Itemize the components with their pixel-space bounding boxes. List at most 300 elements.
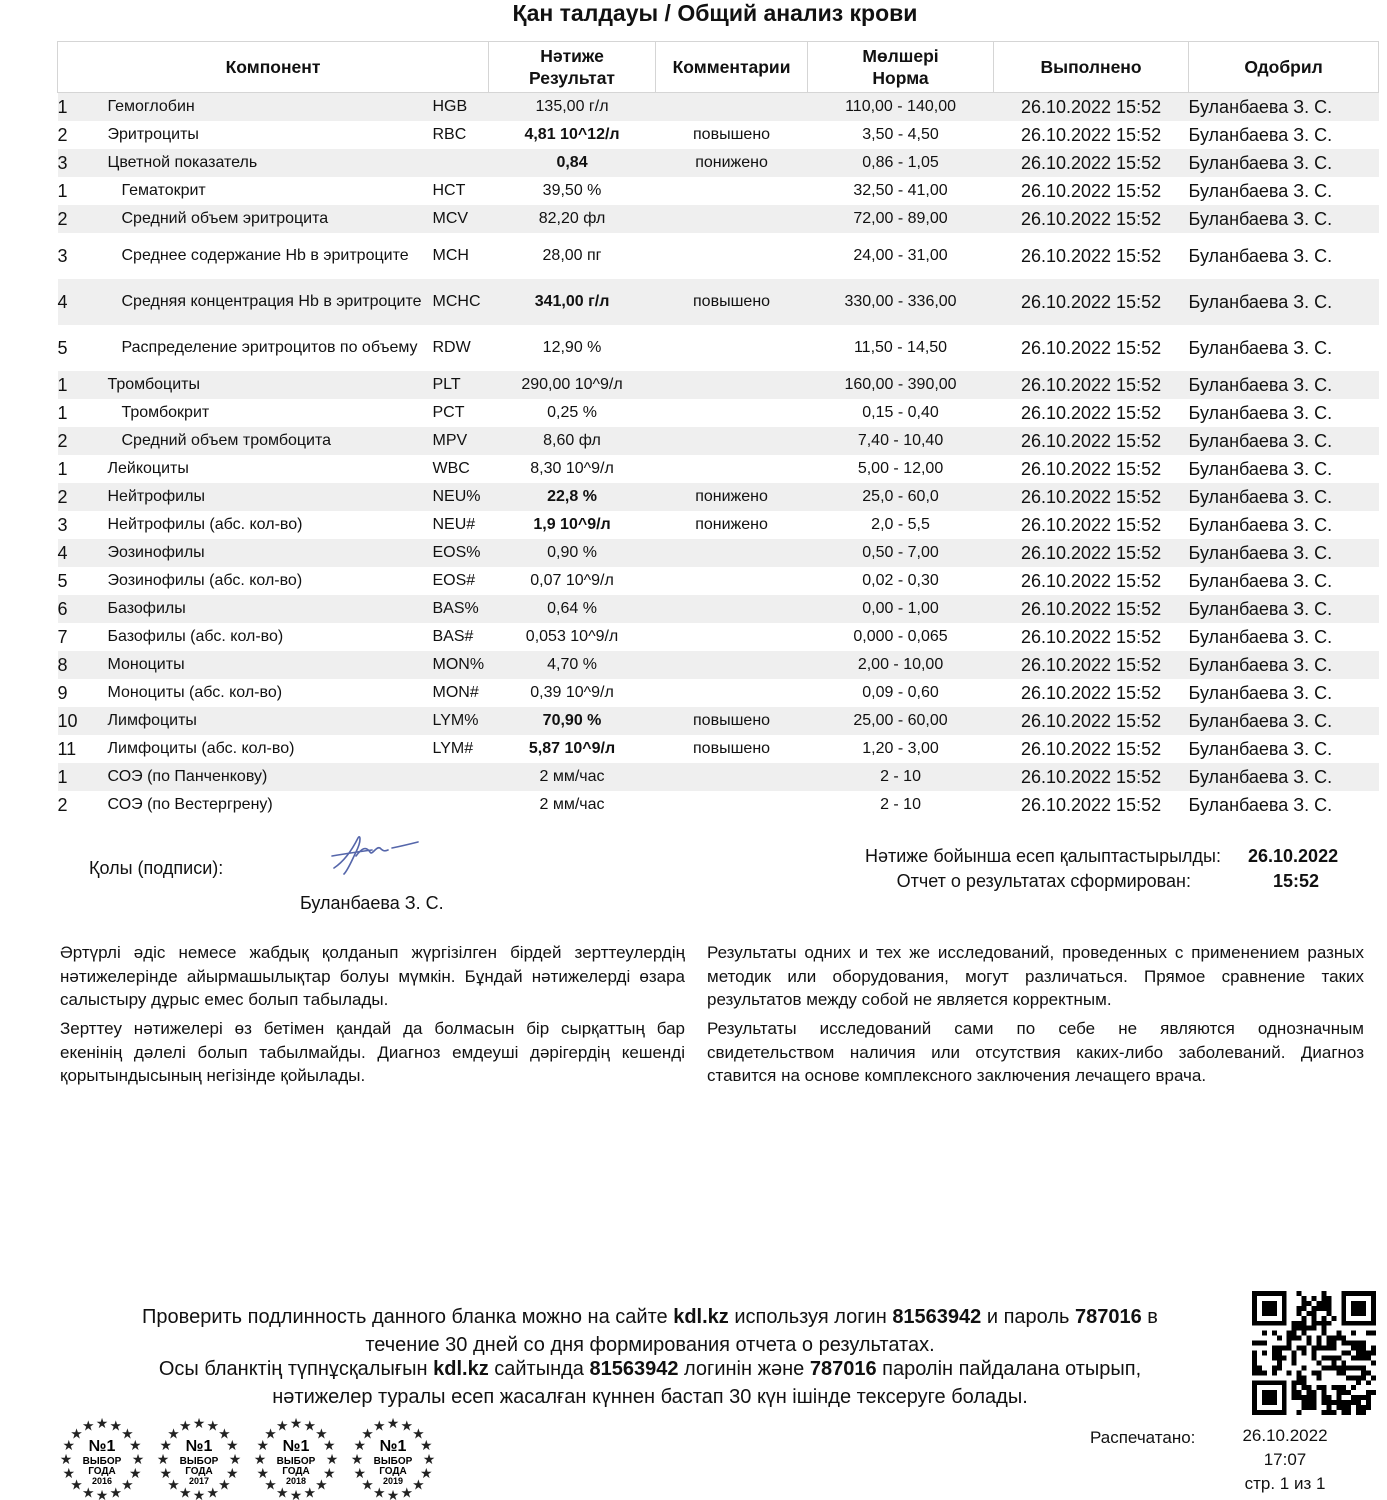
svg-text:★: ★ [70, 1476, 83, 1493]
badge-year: 2018 [285, 1476, 307, 1486]
svg-text:★: ★ [95, 1487, 109, 1500]
row-result [489, 483, 656, 511]
row-number-text: 11 [57, 738, 77, 759]
row-done [994, 567, 1189, 595]
row-result [489, 233, 656, 279]
svg-text:★: ★ [322, 1437, 336, 1454]
svg-text:★: ★ [128, 1437, 142, 1454]
award-badge-icon [60, 1415, 144, 1500]
row-result [489, 121, 656, 149]
row-norm-text: 24,00 - 31,00 [853, 246, 948, 264]
row-code [433, 121, 489, 149]
printed-date: 26.10.2022 [1242, 1426, 1328, 1445]
row-norm-text: 2 - 10 [880, 767, 921, 785]
row-norm-text: 110,00 - 140,00 [845, 97, 956, 115]
row-norm-text: 25,00 - 60,00 [853, 711, 948, 729]
row-norm [808, 325, 994, 371]
row-component-text: Базофилы (абс. кол-во) [107, 627, 284, 645]
row-approved [1189, 707, 1379, 735]
row-norm [808, 539, 994, 567]
svg-text:★: ★ [218, 1476, 231, 1493]
row-comment [656, 651, 808, 679]
table-row [58, 539, 1379, 567]
row-done-text: 26.10.2022 15:52 [1020, 374, 1162, 395]
row-comment [656, 177, 808, 205]
row-number [58, 735, 108, 763]
row-code [433, 177, 489, 205]
svg-text:★: ★ [353, 1437, 367, 1454]
award-badge-icon [254, 1415, 339, 1500]
row-norm [808, 511, 994, 539]
row-result [489, 177, 656, 205]
row-number [58, 325, 108, 371]
qr-code-icon[interactable] [1252, 1291, 1376, 1415]
row-result [489, 651, 656, 679]
row-number [58, 483, 108, 511]
badge-number: №1 [185, 1438, 213, 1455]
row-approved-text: Буланбаева З. С. [1188, 458, 1333, 479]
row-result [489, 427, 656, 455]
row-done-text: 26.10.2022 15:52 [1020, 180, 1162, 201]
table-row [58, 399, 1379, 427]
footer-kz-line1 [60, 1355, 1240, 1383]
row-code [433, 707, 489, 735]
row-done-text: 26.10.2022 15:52 [1020, 598, 1162, 619]
disclaimer-ru-2: Результаты исследований сами по себе не являются однозначным свидетельством наличия или отсутствия каких-либо заболеваний. Диагноз ставится на основе комплексного заключения лечащего врача. [707, 1019, 1364, 1085]
row-result-text: 2 мм/час [539, 767, 605, 785]
footer-kz-login: 81563942 [589, 1358, 679, 1380]
printed-values [1215, 1424, 1355, 1496]
row-approved-text: Буланбаева З. С. [1188, 794, 1333, 815]
row-component [108, 567, 433, 595]
table-row [58, 233, 1379, 279]
row-result [489, 205, 656, 233]
svg-text:★: ★ [419, 1437, 433, 1454]
row-approved [1189, 177, 1379, 205]
row-number [58, 149, 108, 177]
row-done-text: 26.10.2022 15:52 [1020, 430, 1162, 451]
row-component-text: Средняя концентрация Hb в эритроците [121, 292, 422, 310]
svg-text:★: ★ [256, 1437, 270, 1454]
row-comment [656, 511, 808, 539]
row-result [489, 279, 656, 325]
row-code [433, 455, 489, 483]
row-result-text: 22,8 % [547, 487, 597, 505]
footer-kz-b: сайтында [488, 1358, 590, 1380]
svg-text:★: ★ [400, 1484, 414, 1500]
row-done-text: 26.10.2022 15:52 [1020, 766, 1162, 787]
row-approved [1189, 399, 1379, 427]
row-component-text: СОЭ (по Панченкову) [107, 767, 268, 785]
row-comment-text: понижено [695, 487, 768, 505]
row-number-text: 3 [57, 245, 68, 266]
printed-time: 17:07 [1263, 1450, 1307, 1469]
row-code-text: HGB [432, 97, 468, 115]
row-code-text: NEU# [432, 515, 476, 533]
row-number-text: 1 [57, 180, 68, 201]
svg-text:★: ★ [412, 1476, 425, 1493]
row-number-text: 3 [57, 152, 68, 173]
row-code-text: MON% [432, 655, 485, 673]
row-result [489, 325, 656, 371]
row-done [994, 93, 1189, 121]
svg-text:★: ★ [264, 1425, 277, 1442]
row-code-text: RDW [432, 338, 471, 356]
svg-text:★: ★ [372, 1484, 386, 1500]
row-result [489, 595, 656, 623]
row-component-text: Базофилы [107, 599, 186, 617]
row-code [433, 539, 489, 567]
svg-text:★: ★ [121, 1476, 134, 1493]
row-norm [808, 427, 994, 455]
header-norm [808, 42, 994, 93]
header-result-ru: Результат [529, 68, 615, 88]
svg-text:★: ★ [225, 1437, 239, 1454]
row-result [489, 371, 656, 399]
row-component [108, 791, 433, 819]
row-component [108, 177, 433, 205]
footer-password: 787016 [1075, 1306, 1142, 1328]
disclaimer-kz-1: Әртүрлі әдіс немесе жабдық қолданып жүргізілген бірдей зерттеулердің нәтижелерінде айырмашылықтар болуы мүмкін. Бұндай нәтижелерді өзара салыстыру дұрыс емес болып табылады. [60, 943, 685, 1009]
row-approved [1189, 567, 1379, 595]
row-code [433, 93, 489, 121]
row-result-text: 0,07 10^9/л [530, 571, 614, 589]
table-row [58, 707, 1379, 735]
table-row [58, 651, 1379, 679]
row-code-text: RBC [432, 125, 467, 143]
row-approved [1189, 149, 1379, 177]
row-number-text: 2 [57, 208, 68, 229]
row-number-text: 2 [57, 124, 68, 145]
row-number-text: 2 [57, 430, 68, 451]
row-code-text: EOS% [432, 543, 481, 561]
row-comment-text: повышено [693, 711, 771, 729]
row-result-text: 1,9 10^9/л [533, 515, 611, 533]
row-code-text: MON# [432, 683, 479, 701]
badge-text-1: ВЫБОР [179, 1456, 219, 1467]
row-approved [1189, 791, 1379, 819]
row-approved-text: Буланбаева З. С. [1188, 208, 1333, 229]
row-result-text: 4,70 % [547, 655, 597, 673]
table-header-row [58, 42, 1379, 93]
svg-text:★: ★ [325, 1451, 339, 1467]
signature-label: Қолы (подписи): [89, 858, 224, 878]
row-approved [1189, 651, 1379, 679]
row-code [433, 233, 489, 279]
row-result-text: 0,64 % [547, 599, 597, 617]
row-done-text: 26.10.2022 15:52 [1020, 337, 1162, 358]
row-norm-text: 0,09 - 0,60 [862, 683, 939, 701]
row-approved-text: Буланбаева З. С. [1188, 654, 1333, 675]
row-result [489, 735, 656, 763]
row-component [108, 707, 433, 735]
row-approved-text: Буланбаева З. С. [1188, 542, 1333, 563]
badge-text-1: ВЫБОР [373, 1456, 413, 1467]
row-done-text: 26.10.2022 15:52 [1020, 542, 1162, 563]
footer-kz-password: 787016 [809, 1358, 877, 1380]
row-result [489, 149, 656, 177]
row-result-text: 0,39 10^9/л [530, 683, 614, 701]
badge-year: 2016 [91, 1476, 113, 1486]
row-norm [808, 595, 994, 623]
table-row [58, 205, 1379, 233]
svg-text:★: ★ [386, 1415, 400, 1431]
row-done [994, 651, 1189, 679]
row-number-text: 8 [57, 654, 68, 675]
row-approved [1189, 483, 1379, 511]
footer-ru [60, 1303, 1240, 1359]
svg-text:★: ★ [95, 1415, 109, 1431]
row-result [489, 539, 656, 567]
row-done-text: 26.10.2022 15:52 [1020, 626, 1162, 647]
row-comment [656, 121, 808, 149]
row-result-text: 0,25 % [547, 403, 597, 421]
row-number [58, 539, 108, 567]
row-norm-text: 0,02 - 0,30 [862, 571, 939, 589]
row-number [58, 427, 108, 455]
footer-kz-site-link[interactable]: kdl.kz [433, 1358, 489, 1380]
footer-ru-a: Проверить подлинность данного бланка можно на сайте [142, 1306, 674, 1328]
row-component [108, 233, 433, 279]
svg-text:★: ★ [322, 1464, 336, 1481]
row-number-text: 5 [57, 570, 68, 591]
footer-ru-d: в [1141, 1306, 1158, 1328]
row-component [108, 651, 433, 679]
svg-text:★: ★ [350, 1451, 364, 1467]
row-component [108, 205, 433, 233]
table-row [58, 735, 1379, 763]
row-component [108, 399, 433, 427]
row-done [994, 679, 1189, 707]
row-number [58, 791, 108, 819]
row-component-text: Моноциты (абс. кол-во) [107, 683, 283, 701]
row-component-text: Эозинофилы [107, 543, 205, 561]
row-component [108, 483, 433, 511]
svg-text:★: ★ [81, 1417, 95, 1434]
row-norm-text: 11,50 - 14,50 [853, 338, 948, 356]
row-component [108, 595, 433, 623]
row-number [58, 371, 108, 399]
svg-text:★: ★ [419, 1464, 433, 1481]
svg-text:★: ★ [167, 1476, 180, 1493]
row-comment-text: повышено [693, 292, 771, 310]
row-code [433, 595, 489, 623]
row-number [58, 707, 108, 735]
footer-ru-c: и пароль [981, 1306, 1075, 1328]
row-approved-text: Буланбаева З. С. [1188, 710, 1333, 731]
row-norm [808, 651, 994, 679]
badge-text-2: ГОДА [379, 1466, 407, 1477]
row-code-text: MCV [432, 209, 469, 227]
row-done-text: 26.10.2022 15:52 [1020, 152, 1162, 173]
row-approved-text: Буланбаева З. С. [1188, 245, 1333, 266]
row-comment-text: понижено [695, 515, 768, 533]
footer-ru-line1 [60, 1303, 1240, 1331]
header-result-kz: Нәтиже [540, 46, 604, 66]
row-comment [656, 539, 808, 567]
row-number-text: 1 [57, 458, 68, 479]
row-number [58, 763, 108, 791]
row-approved-text: Буланбаева З. С. [1188, 124, 1333, 145]
row-component-text: Средний объем тромбоцита [121, 431, 332, 449]
row-done-text: 26.10.2022 15:52 [1020, 245, 1162, 266]
row-done [994, 511, 1189, 539]
row-code [433, 279, 489, 325]
row-component-text: Нейтрофилы (абс. кол-во) [107, 515, 303, 533]
row-approved-text: Буланбаева З. С. [1188, 682, 1333, 703]
row-norm [808, 791, 994, 819]
row-approved [1189, 121, 1379, 149]
footer-kz-d: паролін пайдалана отырып, [876, 1358, 1142, 1380]
row-done-text: 26.10.2022 15:52 [1020, 794, 1162, 815]
signature-name: Буланбаева З. С. [300, 893, 444, 913]
row-result [489, 455, 656, 483]
svg-text:★: ★ [167, 1425, 180, 1442]
svg-text:★: ★ [315, 1476, 328, 1493]
row-done [994, 735, 1189, 763]
row-component-text: Среднее содержание Hb в эритроците [121, 246, 409, 264]
svg-text:★: ★ [159, 1437, 173, 1454]
svg-text:★: ★ [178, 1417, 192, 1434]
row-done [994, 149, 1189, 177]
header-component: Компонент [58, 42, 489, 93]
row-number [58, 93, 108, 121]
row-number-text: 4 [57, 291, 68, 312]
table-row [58, 455, 1379, 483]
table-row [58, 177, 1379, 205]
row-done-text: 26.10.2022 15:52 [1020, 682, 1162, 703]
row-approved [1189, 763, 1379, 791]
award-badge-icon [351, 1415, 436, 1500]
row-approved-text: Буланбаева З. С. [1188, 766, 1333, 787]
row-done [994, 279, 1189, 325]
svg-text:★: ★ [228, 1451, 242, 1467]
badge-number: №1 [88, 1438, 116, 1455]
row-norm-text: 32,50 - 41,00 [853, 181, 948, 199]
row-norm-text: 0,000 - 0,065 [853, 627, 948, 645]
row-norm-text: 0,50 - 7,00 [862, 543, 939, 561]
row-component-text: Эозинофилы (абс. кол-во) [107, 571, 303, 589]
row-done [994, 205, 1189, 233]
svg-text:★: ★ [192, 1415, 206, 1431]
row-norm [808, 279, 994, 325]
row-code-text: BAS% [432, 599, 479, 617]
row-code [433, 735, 489, 763]
row-norm-text: 2,00 - 10,00 [857, 655, 944, 673]
row-done [994, 623, 1189, 651]
row-approved-text: Буланбаева З. С. [1188, 598, 1333, 619]
svg-text:★: ★ [206, 1484, 220, 1500]
table-row [58, 427, 1379, 455]
row-number-text: 3 [57, 514, 68, 535]
row-number [58, 121, 108, 149]
row-approved-text: Буланбаева З. С. [1188, 291, 1333, 312]
svg-text:★: ★ [156, 1451, 170, 1467]
row-result [489, 791, 656, 819]
row-number [58, 511, 108, 539]
row-norm [808, 483, 994, 511]
row-component-text: Нейтрофилы [107, 487, 205, 505]
footer-kz-c: логинін және [678, 1358, 810, 1380]
row-approved [1189, 233, 1379, 279]
row-result [489, 707, 656, 735]
award-badge-icon [157, 1415, 242, 1500]
row-code-text: PLT [432, 375, 461, 393]
row-norm-text: 160,00 - 390,00 [844, 375, 957, 393]
page-number: стр. 1 из 1 [1244, 1474, 1326, 1493]
footer-site-link[interactable]: kdl.kz [673, 1306, 729, 1328]
row-number-text: 1 [57, 766, 68, 787]
header-norm-kz: Мөлшері [862, 46, 939, 66]
row-done [994, 483, 1189, 511]
row-result-text: 70,90 % [542, 711, 602, 729]
row-result-text: 12,90 % [542, 338, 602, 356]
row-comment [656, 735, 808, 763]
row-result-text: 0,84 [556, 153, 588, 171]
row-done [994, 371, 1189, 399]
row-code [433, 325, 489, 371]
row-component-text: Гемоглобин [107, 97, 195, 115]
svg-text:★: ★ [62, 1437, 76, 1454]
row-done-text: 26.10.2022 15:52 [1020, 291, 1162, 312]
row-component [108, 93, 433, 121]
row-approved [1189, 595, 1379, 623]
row-code [433, 483, 489, 511]
footer-kz-line2: нәтижелер туралы есеп жасалған күннен бастап 30 күн ішінде тексеруге болады. [272, 1386, 1028, 1408]
row-number-text: 1 [57, 374, 68, 395]
badge-text-1: ВЫБОР [82, 1456, 122, 1467]
row-norm-text: 330,00 - 336,00 [844, 292, 957, 310]
row-approved-text: Буланбаева З. С. [1188, 738, 1333, 759]
row-code [433, 399, 489, 427]
row-code-text: NEU% [432, 487, 481, 505]
svg-text:★: ★ [386, 1487, 400, 1500]
row-norm [808, 177, 994, 205]
row-code-text: MCH [432, 246, 469, 264]
row-done [994, 455, 1189, 483]
row-comment [656, 679, 808, 707]
row-comment [656, 279, 808, 325]
row-result-text: 341,00 г/л [534, 292, 610, 310]
row-number [58, 567, 108, 595]
row-result-text: 135,00 г/л [535, 97, 609, 115]
row-approved [1189, 371, 1379, 399]
row-approved [1189, 279, 1379, 325]
svg-text:★: ★ [275, 1484, 289, 1500]
row-comment [656, 93, 808, 121]
row-comment [656, 371, 808, 399]
badge-year: 2019 [382, 1476, 404, 1486]
row-done [994, 233, 1189, 279]
row-approved [1189, 455, 1379, 483]
table-row [58, 511, 1379, 539]
row-number [58, 233, 108, 279]
row-result-text: 4,81 10^12/л [524, 125, 620, 143]
row-done-text: 26.10.2022 15:52 [1020, 486, 1162, 507]
svg-text:★: ★ [81, 1484, 95, 1500]
row-done-text: 26.10.2022 15:52 [1020, 208, 1162, 229]
row-norm-text: 3,50 - 4,50 [862, 125, 939, 143]
table-row [58, 121, 1379, 149]
svg-text:★: ★ [109, 1484, 123, 1500]
disclaimer-ru-1: Результаты одних и тех же исследований, проведенных с применением разных методик или оборудования, могут различаться. Прямое сравнение таких результатов между собой не является корректным. [707, 943, 1364, 1009]
row-norm [808, 707, 994, 735]
svg-text:★: ★ [315, 1425, 328, 1442]
row-component-text: Лимфоциты (абс. кол-во) [107, 739, 295, 757]
svg-text:★: ★ [253, 1451, 267, 1467]
svg-text:★: ★ [178, 1484, 192, 1500]
row-approved-text: Буланбаева З. С. [1188, 626, 1333, 647]
